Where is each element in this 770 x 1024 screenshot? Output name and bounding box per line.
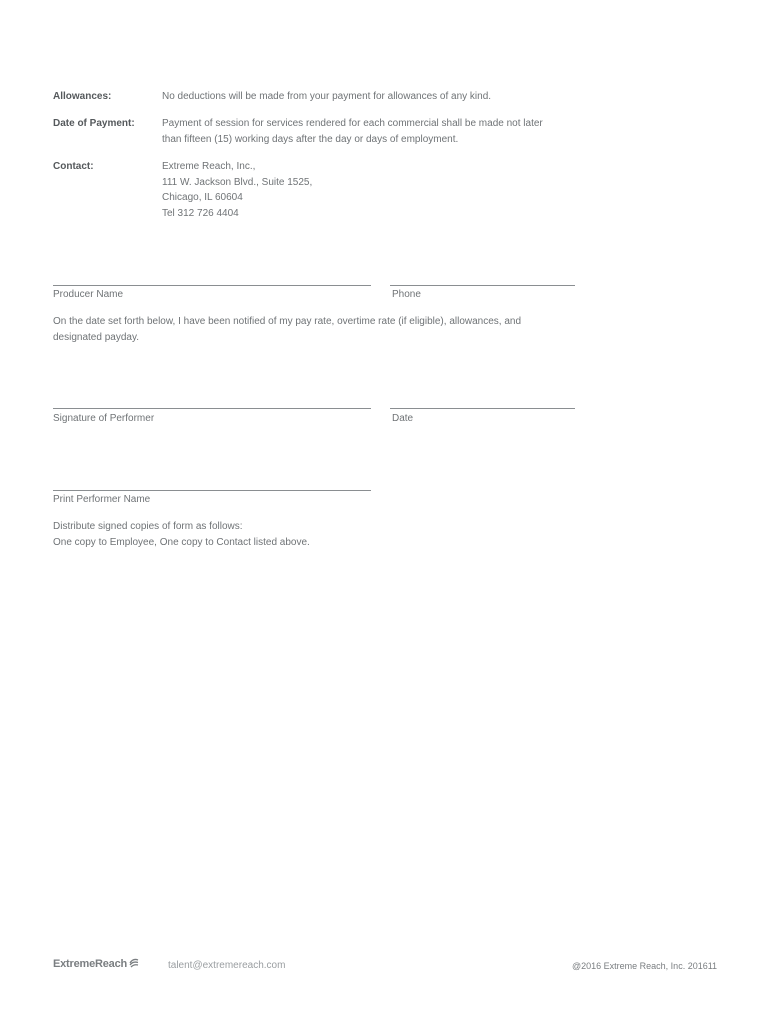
logo-swirl-icon (128, 957, 139, 968)
producer-name-label: Producer Name (53, 289, 124, 300)
contact-line: Chicago, IL 60604 (162, 192, 243, 203)
notice-paragraph (53, 314, 521, 345)
allowances-label: Allowances: (53, 91, 112, 102)
distribution-instructions (53, 519, 310, 550)
print-performer-name-line[interactable] (53, 490, 371, 491)
footer-copyright: @2016 Extreme Reach, Inc. 201611 (572, 961, 718, 971)
contact-line: Tel 312 726 4404 (162, 207, 239, 219)
distribution-line: One copy to Employee, One copy to Contact listed above. (53, 536, 310, 548)
contact-line: 111 W. Jackson Blvd., Suite 1525, (162, 176, 313, 188)
date-signature-line[interactable] (390, 408, 575, 409)
contact-address (162, 159, 312, 221)
notice-line: On the date set forth below, I have been notified of my pay rate, overtime rate (if eligible), allowances, and (53, 316, 522, 327)
signature-of-performer-label: Signature of Performer (53, 413, 155, 424)
phone-label: Phone (392, 289, 421, 300)
print-performer-name-label: Print Performer Name (53, 494, 151, 505)
date-of-payment-text (162, 116, 543, 147)
logo-wordmark: ExtremeReach (53, 958, 128, 970)
distribution-line: Distribute signed copies of form as follows: (53, 521, 243, 532)
notice-line: designated payday. (53, 331, 139, 343)
date-of-payment-line: than fifteen (15) working days after the day or days of employment. (162, 133, 459, 145)
contact-line: Extreme Reach, Inc., (162, 161, 256, 172)
allowances-text: No deductions will be made from your payment for allowances of any kind. (162, 91, 492, 102)
extreme-reach-logo (53, 958, 139, 970)
date-label: Date (392, 413, 414, 424)
producer-name-signature-line[interactable] (53, 285, 371, 286)
date-of-payment-line: Payment of session for services rendered for each commercial shall be made not later (162, 118, 543, 129)
date-of-payment-label: Date of Payment: (53, 118, 135, 129)
footer-email-link[interactable]: talent@extremereach.com (168, 960, 286, 971)
performer-signature-line[interactable] (53, 408, 371, 409)
phone-signature-line[interactable] (390, 285, 575, 286)
contact-label: Contact: (53, 161, 94, 172)
